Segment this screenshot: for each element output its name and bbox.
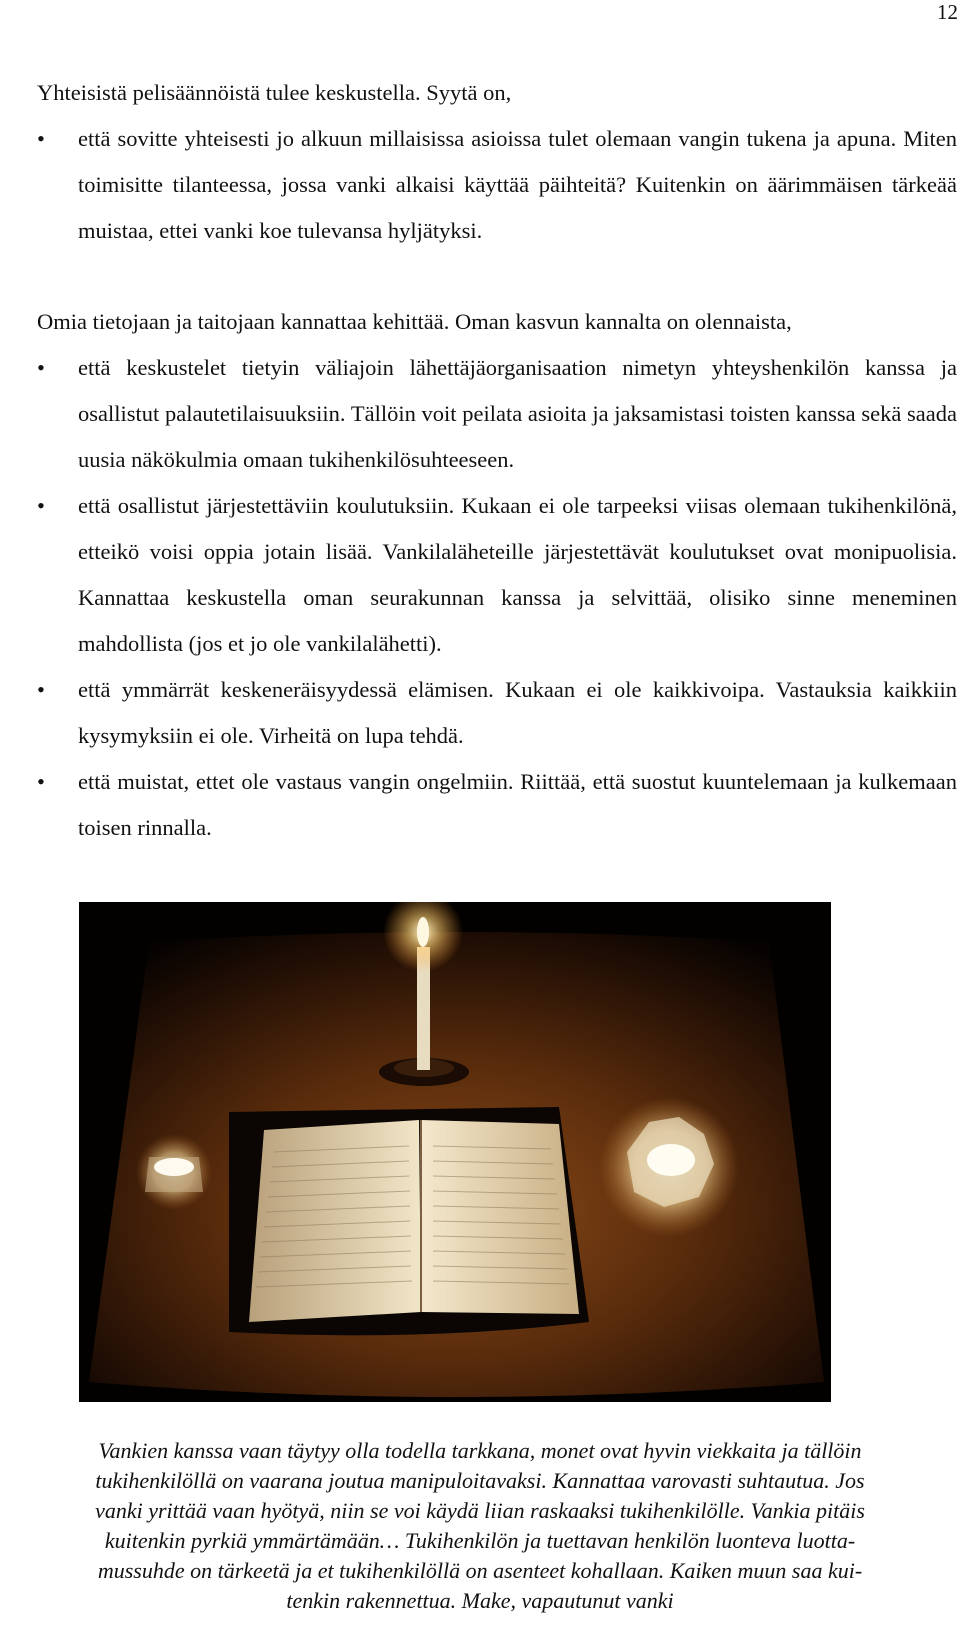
bullet-icon: • xyxy=(37,126,45,151)
list-item xyxy=(37,759,957,851)
bullet-icon: • xyxy=(37,355,45,380)
list-item-text: että keskustelet tietyin väliajoin lähettäjäorganisaation nimetyn yhteyshenkilön kanssa ja osallistut palautetilaisuuksiin. Tällöin voit peilata asioita ja jaksamistasi toisten kanssa sekä saada uusia näkökulmia omaan tukihenkilösuhteeseen. xyxy=(78,355,957,472)
caption-line: tukihenkilöllä on vaarana joutua manipuloitavaksi. Kannattaa varovasti suhtautua. Jos xyxy=(95,1468,865,1493)
candle-bible-photo xyxy=(79,902,831,1402)
list-item-text: että ymmärrät keskeneräisyydessä elämisen. Kukaan ei ole kaikkivoipa. Vastauksia kaikkiin kysymyksiin ei ole. Virheitä on lupa tehdä. xyxy=(78,677,957,748)
section2-bullet-list xyxy=(37,345,957,851)
page-number: 12 xyxy=(937,0,958,24)
body-text xyxy=(37,70,957,851)
paragraph-spacer xyxy=(37,254,957,299)
right-tealight-flame xyxy=(647,1144,695,1176)
section2-intro: Omia tietojaan ja taitojaan kannattaa kehittää. Oman kasvun kannalta on olennaista, xyxy=(37,309,792,334)
caption-line: vanki yrittää vaan hyötyä, niin se voi käydä liian raskaaksi tukihenkilölle. Vankia pitäis xyxy=(95,1498,865,1523)
list-item xyxy=(37,667,957,759)
bullet-icon: • xyxy=(37,677,45,702)
bullet-icon: • xyxy=(37,493,45,518)
section1-intro: Yhteisistä pelisäännöistä tulee keskustella. Syytä on, xyxy=(37,80,512,105)
photo-caption xyxy=(0,1436,960,1616)
photo-illustration xyxy=(79,902,831,1402)
section1-bullet-list xyxy=(37,116,957,254)
list-item xyxy=(37,345,957,483)
list-item xyxy=(37,116,957,254)
list-item xyxy=(37,483,957,667)
caption-line: kuitenkin pyrkiä ymmärtämään… Tukihenkilön ja tuettavan henkilön luonteva luotta- xyxy=(104,1528,856,1553)
caption-line: Vankien kanssa vaan täytyy olla todella tarkkana, monet ovat hyvin viekkaita ja tällöin xyxy=(98,1438,862,1463)
bible-right-page xyxy=(421,1120,579,1314)
caption-line: tenkin rakennettua. Make, vapautunut vanki xyxy=(286,1588,674,1613)
caption-line: mussuhde on tärkeetä ja et tukihenkilöllä on asenteet kohallaan. Kaiken muun saa kui- xyxy=(97,1558,863,1583)
bullet-icon: • xyxy=(37,769,45,794)
bible-left-page xyxy=(249,1120,421,1322)
list-item-text: että osallistut järjestettäviin koulutuksiin. Kukaan ei ole tarpeeksi viisas olemaan tukihenkilönä, etteikö voisi oppia jotain lisää. Vankilaläheteille järjestettävät koulutukset ovat monipuolisia. Kannattaa keskustella oman seurakunnan kanssa ja selvittää, olisiko sinne meneminen mahdollista (jos et jo ole vankilalähetti). xyxy=(78,493,957,656)
list-item-text: että sovitte yhteisesti jo alkuun millaisissa asioissa tulet olemaan vangin tukena ja apuna. Miten toimisitte tilanteessa, jossa vanki alkaisi käyttää päihteitä? Kuitenkin on äärimmäisen tärkeää muistaa, ettei vanki koe tulevansa hyljätyksi. xyxy=(78,126,957,243)
list-item-text: että muistat, ettet ole vastaus vangin ongelmiin. Riittää, että suostut kuuntelemaan ja kulkemaan toisen rinnalla. xyxy=(78,769,957,840)
flame xyxy=(417,917,429,947)
left-tealight-flame xyxy=(154,1158,194,1176)
